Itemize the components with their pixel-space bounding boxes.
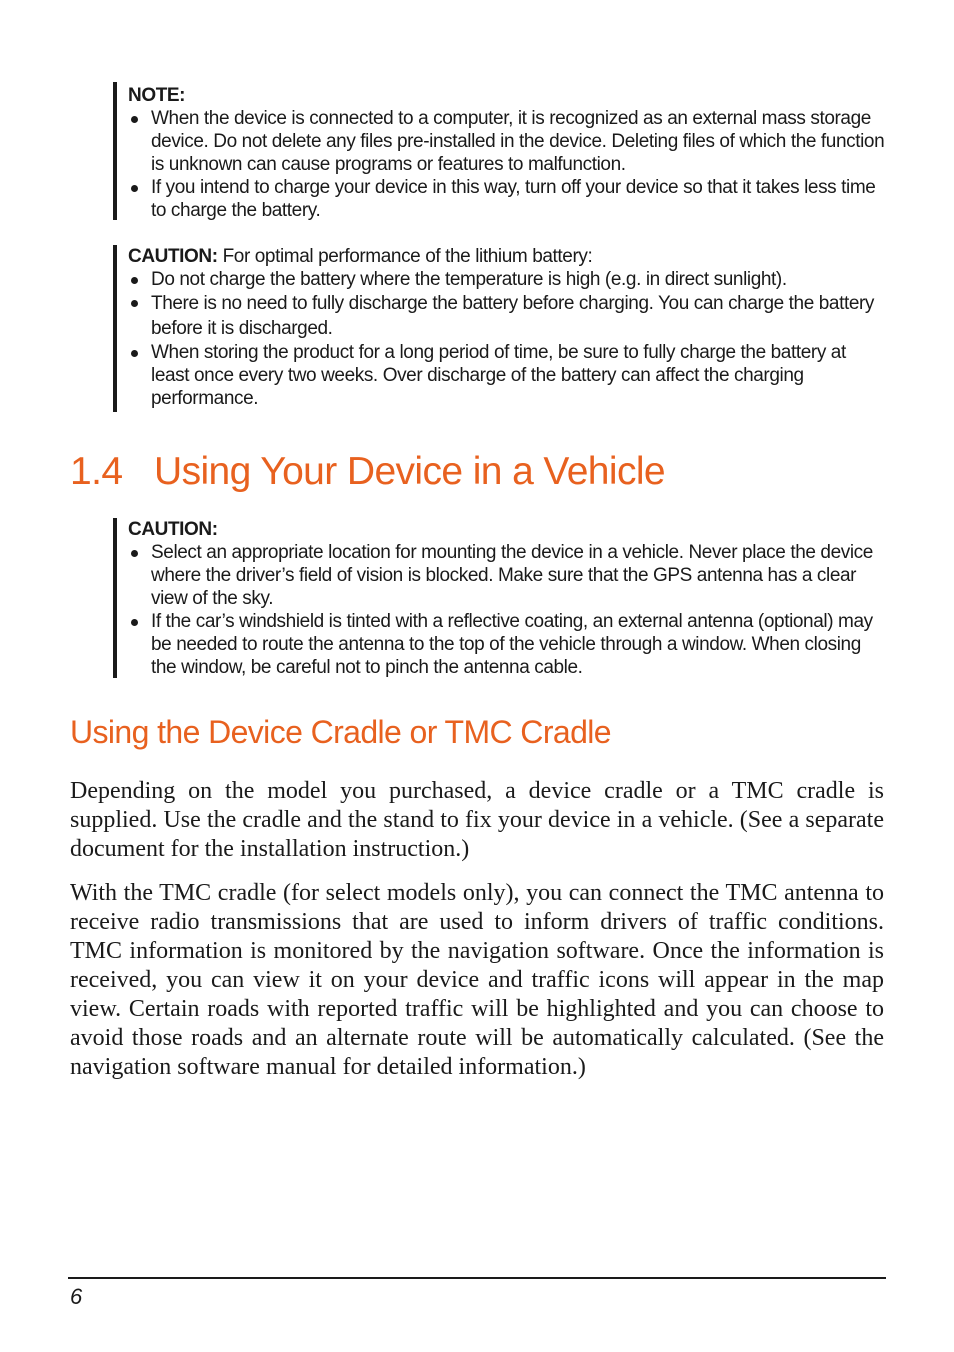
note-list (128, 107, 885, 222)
vehicle-caution-list (128, 541, 885, 679)
caution-item: Select an appropriate location for mounting the device in a vehicle. Never place the device where the driver’s field of vision is blocked. Make sure that the GPS antenna has a clear view of the sky. (128, 541, 885, 610)
body-paragraph: Depending on the model you purchased, a device cradle or a TMC cradle is supplied. Use the cradle and the stand to fix your device in a vehicle. (See a separate document for the installation instruction.) (70, 778, 884, 862)
section-heading (70, 450, 665, 494)
caution-item: When storing the product for a long period of time, be sure to fully charge the battery at least once every two weeks. Over discharge of the battery can affect the charging performance. (128, 341, 885, 410)
bullet-icon (131, 619, 138, 626)
caution-item: Do not charge the battery where the temperature is high (e.g. in direct sunlight). (128, 268, 885, 291)
note-item: If you intend to charge your device in this way, turn off your device so that it takes less time to charge the battery. (128, 176, 885, 222)
note-item: When the device is connected to a computer, it is recognized as an external mass storage device. Do not delete any files pre-installed in the device. Deleting files of which the function is unknown can cause programs or features to malfunction. (128, 107, 885, 176)
bullet-icon (131, 550, 138, 557)
page-number: 6 (70, 1284, 83, 1309)
body-paragraph: With the TMC cradle (for select models only), you can connect the TMC antenna to receive radio transmissions that are used to inform drivers of traffic conditions. TMC information is monitored by the navigation software. Once the information is received, you can view it on your device and traffic icons will appear in the map view. Certain roads with reported traffic will be highlighted and you can choose to avoid those roads and an alternate route will be automatically calculated. (See the navigation software manual for detailed information.) (70, 880, 884, 1080)
battery-caution-block (113, 245, 885, 412)
vehicle-caution-block (113, 518, 885, 678)
bullet-icon (131, 116, 138, 123)
caution-item: If the car’s windshield is tinted with a reflective coating, an external antenna (optional) may be needed to route the antenna to the top of the vehicle through a window. When closing the window, be careful not to pinch the antenna cable. (128, 610, 885, 679)
subsection-heading: Using the Device Cradle or TMC Cradle (70, 714, 611, 750)
section-title: Using Your Device in a Vehicle (154, 450, 665, 493)
bullet-icon (131, 185, 138, 192)
caution-intro: For optimal performance of the lithium battery: (217, 246, 593, 267)
bullet-icon (131, 300, 138, 307)
section-number: 1.4 (70, 450, 123, 493)
bullet-icon (131, 350, 138, 357)
caution-item: There is no need to fully discharge the battery before charging. You can charge the battery before it is discharged. (128, 291, 885, 341)
note-block (113, 82, 885, 220)
bullet-icon (131, 277, 138, 284)
caution-label: CAUTION: (128, 519, 218, 540)
note-label: NOTE: (128, 85, 186, 106)
battery-caution-list (128, 268, 885, 410)
footer-rule (68, 1277, 886, 1279)
caution-label: CAUTION: (128, 246, 218, 267)
